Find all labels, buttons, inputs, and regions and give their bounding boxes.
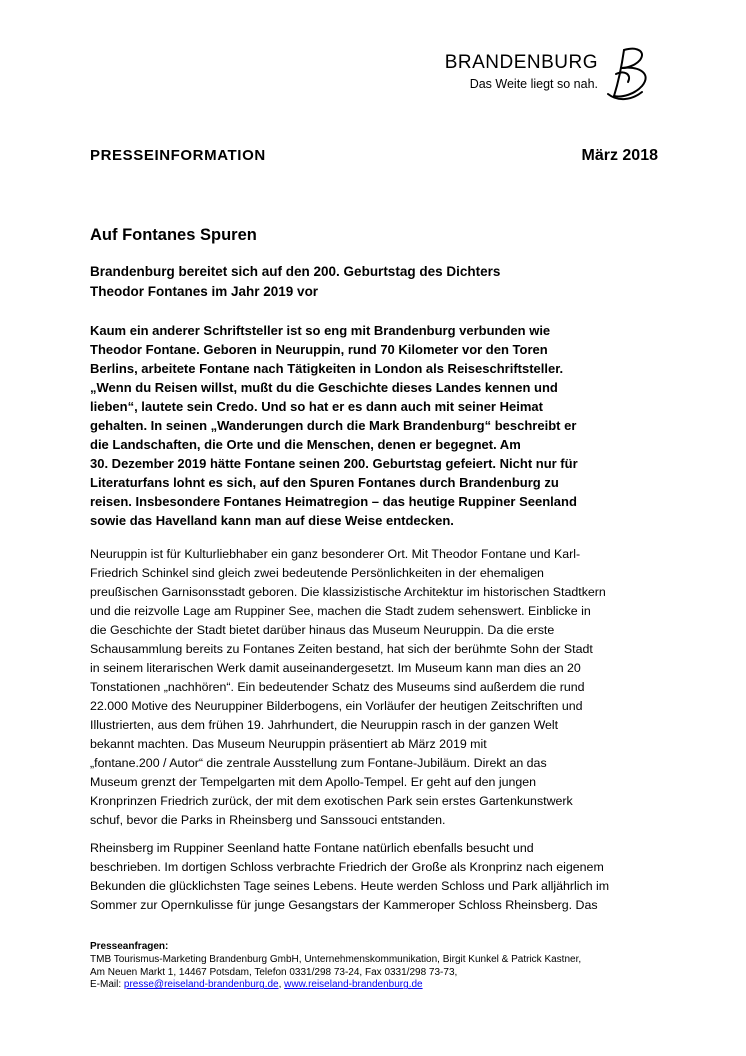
logo-name: BRANDENBURG <box>444 52 598 73</box>
body-line: Tonstationen „nachhören“. Ein bedeutender Schatz des Museums sind außerdem die rund <box>90 680 585 694</box>
body-line: Rheinsberg im Ruppiner Seenland hatte Fontane natürlich ebenfalls besucht und <box>90 841 534 855</box>
footer-line: Am Neuen Markt 1, 14467 Potsdam, Telefon 0331/298 73-24, Fax 0331/298 73-73, <box>90 966 458 978</box>
body-paragraph-rheinsberg <box>90 839 665 915</box>
body-line: preußischen Garnisonsstadt geboren. Die klassizistische Architektur im historischen Stadtkern <box>90 585 606 599</box>
logo-tagline: Das Weite liegt so nah. <box>469 77 598 91</box>
body-line: in seinem literarischen Werk damit auseinandergesetzt. Im Museum kann man dies an 20 <box>90 661 581 675</box>
subline-line: Brandenburg bereitet sich auf den 200. Geburtstag des Dichters <box>90 264 501 279</box>
footer-line: TMB Tourismus-Marketing Brandenburg GmbH, Unternehmenskommunikation, Birgit Kunkel & Patrick Kastner, <box>90 953 582 965</box>
lead-line: Berlins, arbeitete Fontane nach Tätigkeiten in London als Reiseschriftsteller. <box>90 361 564 376</box>
lead-line: Theodor Fontane. Geboren in Neuruppin, rund 70 Kilometer vor den Toren <box>90 342 548 357</box>
body-line: 22.000 Motive des Neuruppiner Bilderbogens, ein Vorläufer der heutigen Zeitschriften und <box>90 699 583 713</box>
lead-line: „Wenn du Reisen willst, mußt du die Geschichte dieses Landes kennen und <box>90 380 558 395</box>
body-line: Sommer zur Opernkulisse für junge Gesangstars der Kammeroper Schloss Rheinsberg. Das <box>90 898 598 912</box>
lead-line: die Landschaften, die Orte und die Menschen, denen er begegnet. Am <box>90 437 521 452</box>
body-line: beschrieben. Im dortigen Schloss verbrachte Friedrich der Große als Kronprinz nach eigenem <box>90 860 604 874</box>
brandenburg-b-icon <box>602 44 658 104</box>
press-header <box>90 147 658 169</box>
body-line: Neuruppin ist für Kulturliebhaber ein ganz besonderer Ort. Mit Theodor Fontane und Karl- <box>90 547 581 561</box>
subline <box>90 262 650 302</box>
lead-line: 30. Dezember 2019 hätte Fontane seinen 200. Geburtstag gefeiert. Nicht nur für <box>90 456 578 471</box>
brandenburg-logo <box>438 50 658 106</box>
body-line: Bekunden die glücklichsten Tage seines Lebens. Heute werden Schloss und Park alljährlich im <box>90 879 610 893</box>
footer-title: Presseanfragen: <box>90 941 169 952</box>
lead-line: reisen. Insbesondere Fontanes Heimatregion – das heutige Ruppiner Seenland <box>90 494 577 509</box>
body-line: Friedrich Schinkel sind gleich zwei bedeutende Persönlichkeiten in der ehemaligen <box>90 566 544 580</box>
link-separator: , <box>278 979 285 991</box>
body-line: Kronprinzen Friedrich zurück, der mit dem exotischen Park sein erstes Gartenkunstwerk <box>90 794 573 808</box>
press-contact-footer <box>90 941 665 992</box>
subline-line: Theodor Fontanes im Jahr 2019 vor <box>90 284 319 299</box>
body-line: Schausammlung bereits zu Fontanes Zeiten bestand, hat sich der berühmte Sohn der Stadt <box>90 642 593 656</box>
body-line: Illustrierten, aus dem frühen 19. Jahrhundert, die Neuruppin rasch in der ganzen Welt <box>90 718 559 732</box>
email-label: E-Mail: <box>90 979 124 991</box>
website-link[interactable]: www.reiseland-brandenburg.de <box>284 979 423 991</box>
lead-paragraph <box>90 321 665 530</box>
footer-contact-line <box>90 979 665 992</box>
lead-line: lieben“, lautete sein Credo. Und so hat er es dann auch mit seiner Heimat <box>90 399 543 414</box>
body-line: und die reizvolle Lage am Ruppiner See, machen die Stadt zudem sehenswert. Einblicke in <box>90 604 591 618</box>
body-line: die Geschichte der Stadt bietet darüber hinaus das Museum Neuruppin. Da die erste <box>90 623 555 637</box>
lead-line: gehalten. In seinen „Wanderungen durch die Mark Brandenburg“ beschreibt er <box>90 418 577 433</box>
lead-line: Literaturfans lohnt es sich, auf den Spuren Fontanes durch Brandenburg zu <box>90 475 559 490</box>
lead-line: Kaum ein anderer Schriftsteller ist so eng mit Brandenburg verbunden wie <box>90 323 551 338</box>
press-label: PRESSEINFORMATION <box>90 147 266 164</box>
email-link[interactable]: presse@reiseland-brandenburg.de <box>123 979 279 991</box>
headline: Auf Fontanes Spuren <box>90 226 257 244</box>
body-paragraph-neuruppin <box>90 545 665 830</box>
body-line: Museum grenzt der Tempelgarten mit dem Apollo-Tempel. Er geht auf den jungen <box>90 775 537 789</box>
body-line: bekannt machten. Das Museum Neuruppin präsentiert ab März 2019 mit <box>90 737 487 751</box>
body-line: „fontane.200 / Autor“ die zentrale Ausstellung zum Fontane-Jubiläum. Direkt an das <box>90 756 547 770</box>
lead-line: sowie das Havelland kann man auf diese Weise entdecken. <box>90 513 454 528</box>
press-date: März 2018 <box>581 147 658 164</box>
body-line: schuf, bevor die Parks in Rheinsberg und Sanssouci entstanden. <box>90 813 446 827</box>
